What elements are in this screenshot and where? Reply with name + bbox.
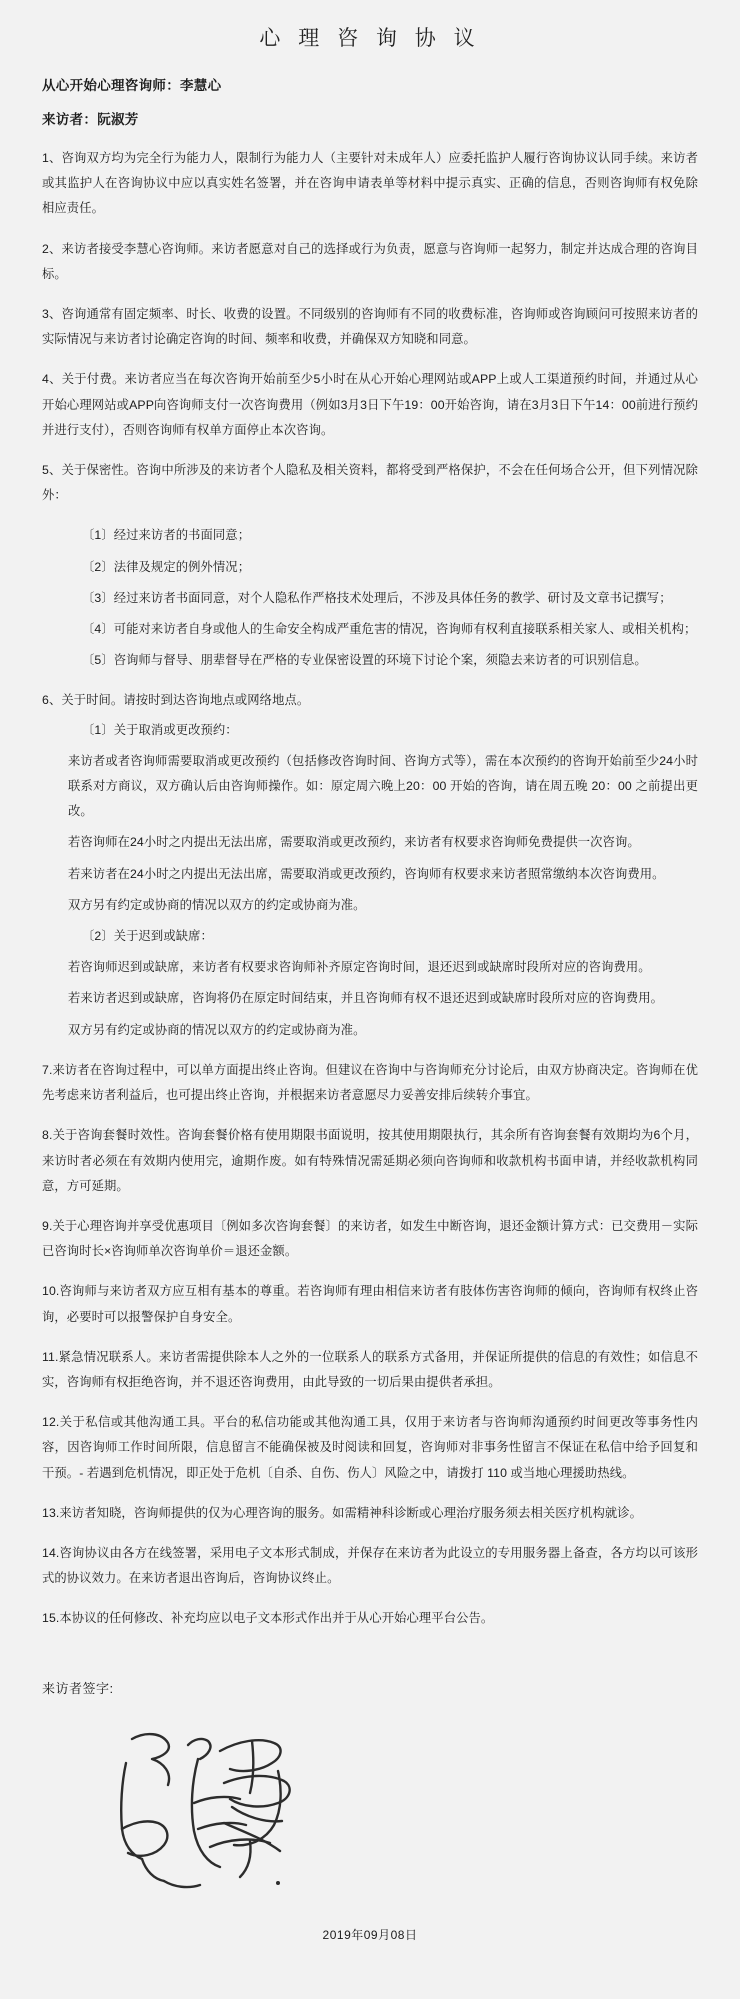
clause-1: 1、咨询双方均为完全行为能力人，限制行为能力人（主要针对未成年人）应委托监护人履行咨询协议认同手续。来访者或其监护人在咨询协议中应以真实姓名签署，并在咨询申请表单等材料中提示真实、正确的信息，否则咨询师有权免除相应责任。 [42,151,698,216]
signature-date: 2019年09月08日 [322,1927,418,1942]
clause-12: 12.关于私信或其他沟通工具。平台的私信功能或其他沟通工具，仅用于来访者与咨询师沟通预约时间更改等事务性内容，因咨询师工作时间所限，信息留言不能确保被及时阅读和回复，咨询师对非事务性留言不保证在私信中给予回复和干预。- 若遇到危机情况，即正处于危机〔自杀、自伤、伤人〕风险之中，请拨打 110 或当地心理援助热线。 [42,1415,698,1480]
clause-2: 2、来访者接受李慧心咨询师。来访者愿意对自己的选择或行为负责，愿意与咨询师一起努力，制定并达成合理的咨询目标。 [42,241,698,281]
clause-7: 7.来访者在咨询过程中，可以单方面提出终止咨询。但建议在咨询中与咨询师充分讨论后，由双方协商决定。咨询师在优先考虑来访者利益后，也可提出终止咨询，并根据来访者意愿尽力妥善安排后续转介事宜。 [42,1062,698,1103]
clause-3: 3、咨询通常有固定频率、时长、收费的设置。不同级别的咨询师有不同的收费标准，咨询师或咨询顾问可按照来访者的实际情况与来访者讨论确定咨询的时间、频率和收费，并确保双方知晓和同意。 [42,307,698,347]
clause-9: 9.关于心理咨询并享受优惠项目〔例如多次咨询套餐〕的来访者，如发生中断咨询，退还金额计算方式：已交费用－实际已咨询时长×咨询师单次咨询单价＝退还金额。 [42,1218,698,1259]
signature-label: 来访者签字: [42,1680,114,1696]
clause-6-sub1-item-1: 来访者或者咨询师需要取消或更改预约（包括修改咨询时间、咨询方式等），需在本次预约的咨询开始前至少24小时联系对方商议，双方确认后由咨询师操作。如：原定周六晚上20：00 开始的咨询，请在周五晚 20：00 之前提出更改。 [68,753,698,819]
visitor-line: 来访者：阮淑芳 [42,112,139,127]
clause-6-sub2-item-3: 双方另有约定或协商的情况以双方的约定或协商为准。 [68,1022,366,1037]
signature-dot [276,1881,280,1885]
clause-8: 8.关于咨询套餐时效性。咨询套餐价格有使用期限书面说明，按其使用期限执行，其余所有咨询套餐有效期均为6个月，来访时者必须在有效期内使用完，逾期作废。如有特殊情况需延期必须向咨询师和收款机构书面申请，并经收款机构同意，方可延期。 [42,1128,698,1193]
clause-6-sub1-item-4: 双方另有约定或协商的情况以双方的约定或协商为准。 [68,897,366,912]
clause-6: 6、关于时间。请按时到达咨询地点或网络地点。 [42,693,310,708]
clause-6-sub2-item-1: 若咨询师迟到或缺席，来访者有权要求咨询师补齐原定咨询时间，退还迟到或缺席时段所对应的咨询费用。 [68,960,651,975]
clause-5-item-3: 〔3〕经过来访者书面同意，对个人隐私作严格技术处理后，不涉及具体任务的教学、研讨及文章书记撰写； [82,590,672,605]
handwritten-signature-icon [102,1711,362,1911]
clause-5-item-5: 〔5〕咨询师与督导、朋辈督导在严格的专业保密设置的环境下讨论个案，须隐去来访者的可识别信息。 [82,653,647,668]
signature-area[interactable] [42,1701,698,1916]
clause-5: 5、关于保密性。咨询中所涉及的来访者个人隐私及相关资料，都将受到严格保护，不会在任何场合公开，但下列情况除外： [42,463,698,503]
clause-14: 14.咨询协议由各方在线签署，采用电子文本形式制成，并保存在来访者为此设立的专用服务器上备查，各方均以可该形式的协议效力。在来访者退出咨询后，咨询协议终止。 [42,1545,698,1586]
clause-15: 15.本协议的任何修改、补充均应以电子文本形式作出并于从心开始心理平台公告。 [42,1611,494,1626]
clause-6-sub1-head: 〔1〕关于取消或更改预约： [82,722,238,737]
counselor-line: 从心开始心理咨询师：李慧心 [42,78,222,93]
clause-5-item-1: 〔1〕经过来访者的书面同意； [82,528,251,543]
clause-6-sub1-item-2: 若咨询师在24小时之内提出无法出席，需要取消或更改预约，来访者有权要求咨询师免费提供一次咨询。 [68,835,640,850]
clause-10: 10.咨询师与来访者双方应互相有基本的尊重。若咨询师有理由相信来访者有肢体伤害咨询师的倾向，咨询师有权终止咨询，必要时可以报警保护自身安全。 [42,1284,698,1324]
clause-5-item-2: 〔2〕法律及规定的例外情况； [82,559,251,574]
clause-13: 13.来访者知晓，咨询师提供的仅为心理咨询的服务。如需精神科诊断或心理治疗服务须去相关医疗机构就诊。 [42,1505,643,1520]
clause-6-sub2-head: 〔2〕关于迟到或缺席： [82,929,213,944]
clause-11: 11.紧急情况联系人。来访者需提供除本人之外的一位联系人的联系方式备用，并保证所提供的信息的有效性；如信息不实，咨询师有权拒绝咨询，并不退还咨询费用，由此导致的一切后果由提供者承担。 [42,1349,698,1389]
clause-4: 4、关于付费。来访者应当在每次咨询开始前至少5小时在从心开始心理网站或APP上或人工渠道预约时间，并通过从心开始心理网站或APP向咨询师支付一次咨询费用（例如3月3日下午19：00开始咨询，请在3月3日下午14：00前进行预约并进行支付），否则咨询师有权单方面停止本次咨询。 [42,372,698,437]
clause-6-sub2-item-2: 若来访者迟到或缺席，咨询将仍在原定时间结束，并且咨询师有权不退还迟到或缺席时段所对应的咨询费用。 [68,991,664,1006]
clause-6-sub1-item-3: 若来访者在24小时之内提出无法出席，需要取消或更改预约，咨询师有权要求来访者照常缴纳本次咨询费用。 [68,866,665,881]
page-title: 心 理 咨 询 协 议 [259,27,481,50]
clause-5-item-4: 〔4〕可能对来访者自身或他人的生命安全构成严重危害的情况，咨询师有权利直接联系相关家人、或相关机构； [82,622,697,637]
